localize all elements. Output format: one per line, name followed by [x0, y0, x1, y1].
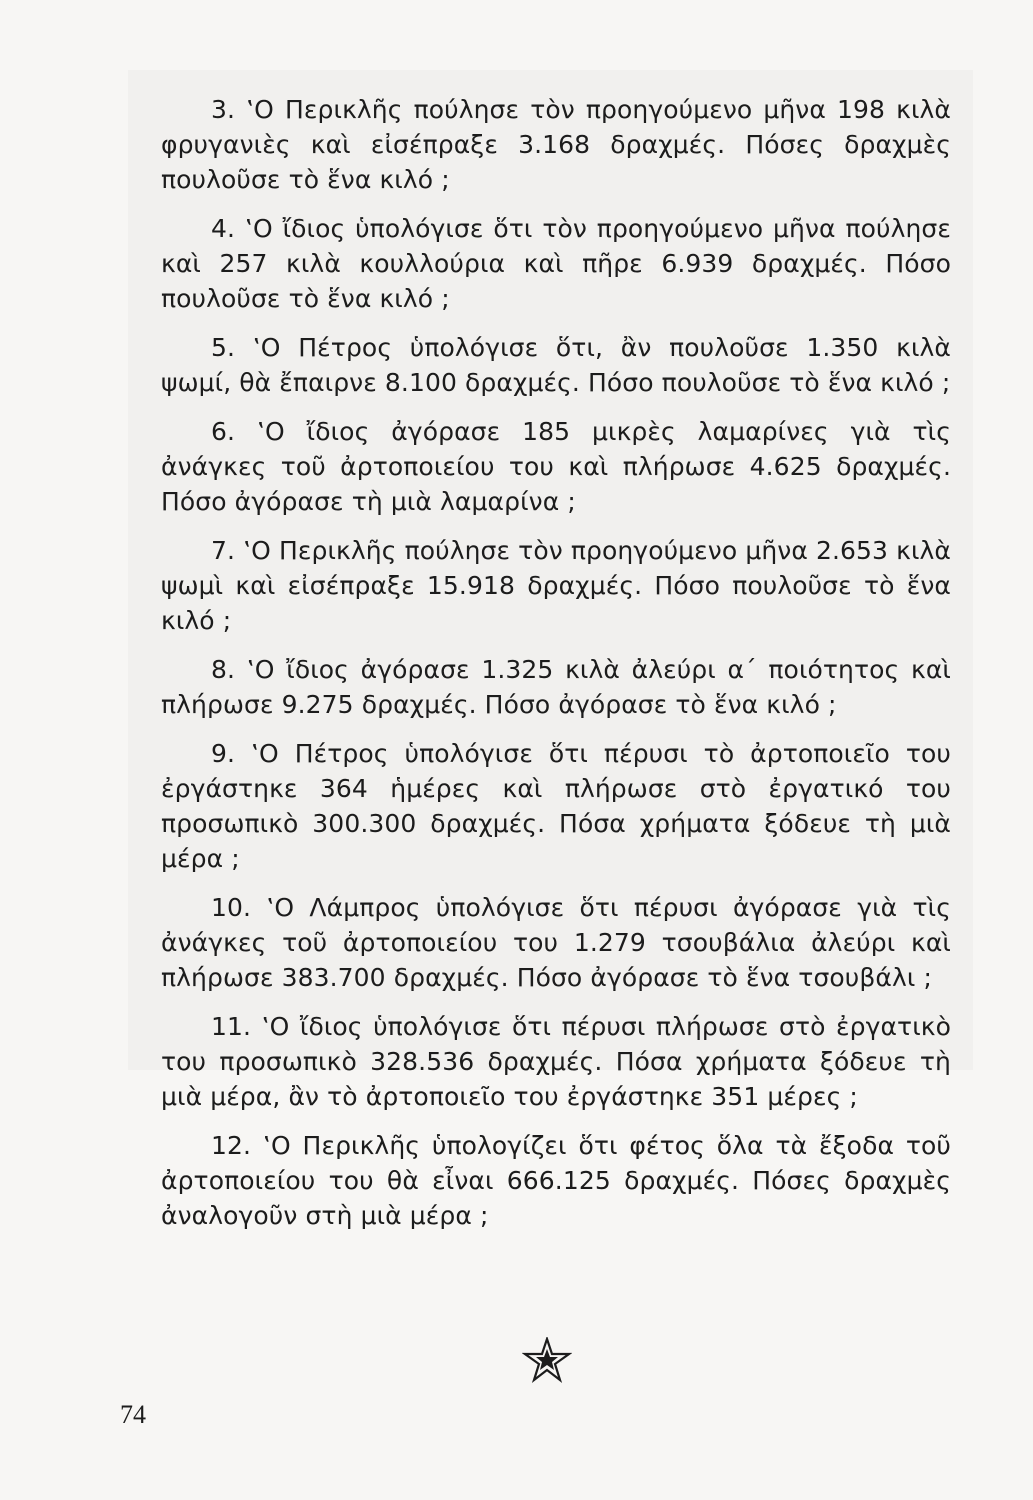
problem-10: 10. ‛Ο Λάμπρος ὑπολόγισε ὅτι πέρυσι ἀγόρασε γιὰ τὶς ἀνάγκες τοῦ ἀρτοποιείου του 1.279 τσουβάλια ἀλεύρι καὶ πλήρωσε 383.700 δραχμές. Πόσο ἀγόρασε τὸ ἕνα τσουβάλι ; — [161, 893, 951, 992]
problem-6: 6. ‛Ο ἴδιος ἀγόρασε 185 μικρὲς λαμαρίνες γιὰ τὶς ἀνάγκες τοῦ ἀρτοποιείου του καὶ πλήρωσε 4.625 δραχμές. Πόσο ἀγόρασε τὴ μιὰ λαμαρίνα ; — [161, 417, 951, 516]
problem-4: 4. ‛Ο ἴδιος ὑπολόγισε ὅτι τὸν προηγούμενο μῆνα πούλησε καὶ 257 κιλὰ κουλλούρια καὶ πῆρε 6.939 δραχμές. Πόσο πουλοῦσε τὸ ἕνα κιλό ; — [161, 214, 951, 313]
problem-12: 12. ‛Ο Περικλῆς ὑπολογίζει ὅτι φέτος ὅλα τὰ ἔξοδα τοῦ ἀρτοποιείου του θὰ εἶναι 666.125 δραχμές. Πόσες δραχμὲς ἀναλογοῦν στὴ μιὰ μέρα ; — [161, 1131, 951, 1230]
problem-list — [161, 92, 951, 1247]
star-ornament-icon — [522, 1337, 572, 1383]
problem-3: 3. ‛Ο Περικλῆς πούλησε τὸν προηγούμενο μῆνα 198 κιλὰ φρυγανιὲς καὶ εἰσέπραξε 3.168 δραχμές. Πόσες δραχμὲς πουλοῦσε τὸ ἕνα κιλό ; — [161, 95, 951, 194]
problem-7: 7. ‛Ο Περικλῆς πούλησε τὸν προηγούμενο μῆνα 2.653 κιλὰ ψωμὶ καὶ εἰσέπραξε 15.918 δραχμές. Πόσο πουλοῦσε τὸ ἕνα κιλό ; — [161, 536, 951, 635]
problem-5: 5. ‛Ο Πέτρος ὑπολόγισε ὅτι, ἂν πουλοῦσε 1.350 κιλὰ ψωμί, θὰ ἔπαιρνε 8.100 δραχμές. Πόσο πουλοῦσε τὸ ἕνα κιλό ; — [161, 333, 951, 397]
problem-8: 8. ‛Ο ἴδιος ἀγόρασε 1.325 κιλὰ ἀλεύρι α΄ ποιότητος καὶ πλήρωσε 9.275 δραχμές. Πόσο ἀγόρασε τὸ ἕνα κιλό ; — [161, 655, 951, 719]
page-number: 74 — [120, 1400, 146, 1429]
problem-11: 11. ‛Ο ἴδιος ὑπολόγισε ὅτι πέρυσι πλήρωσε στὸ ἐργατικὸ του προσωπικὸ 328.536 δραχμές. Πόσα χρήματα ξόδευε τὴ μιὰ μέρα, ἂν τὸ ἀρτοποιεῖο του ἐργάστηκε 351 μέρες ; — [161, 1012, 951, 1111]
problem-9: 9. ‛Ο Πέτρος ὑπολόγισε ὅτι πέρυσι τὸ ἀρτοποιεῖο του ἐργάστηκε 364 ἡμέρες καὶ πλήρωσε στὸ ἐργατικό του προσωπικὸ 300.300 δραχμές. Πόσα χρήματα ξόδευε τὴ μιὰ μέρα ; — [161, 739, 951, 873]
